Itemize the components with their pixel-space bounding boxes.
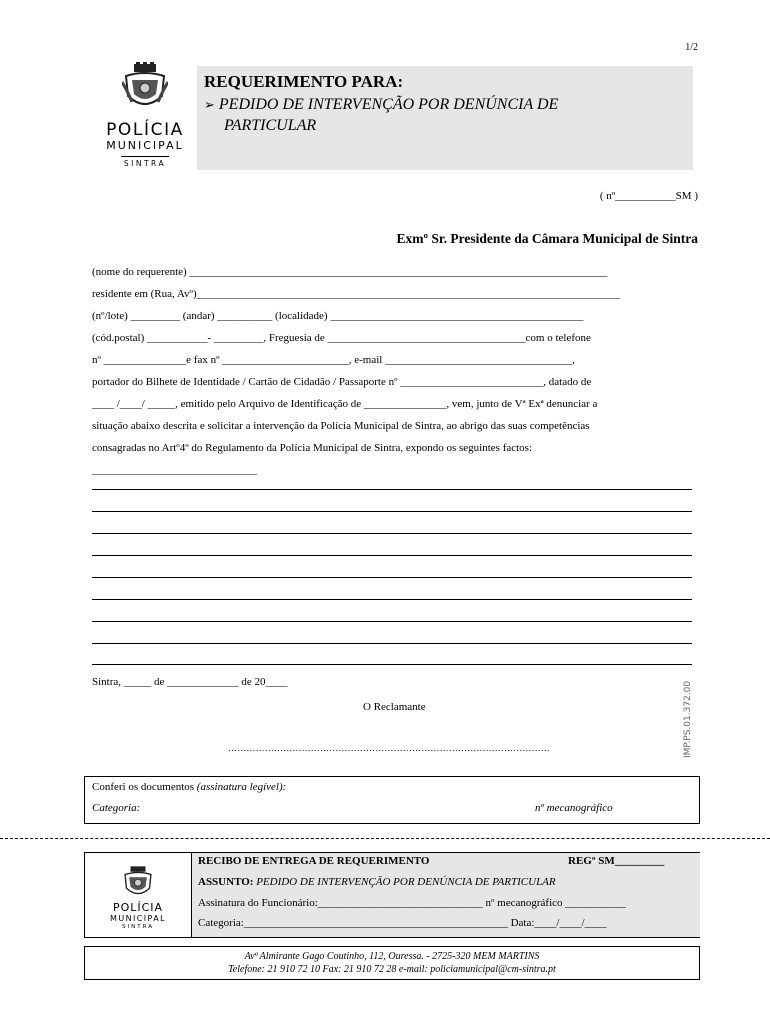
- form-line-contacts[interactable]: nº _______________e fax nº _______________________, e-mail __________________________________,: [92, 354, 575, 366]
- facts-line[interactable]: [92, 643, 692, 644]
- form-line-facts-blank[interactable]: ______________________________: [92, 464, 257, 476]
- receipt-title: RECIBO DE ENTREGA DE REQUERIMENTO: [198, 855, 430, 867]
- facts-line[interactable]: [92, 555, 692, 556]
- document-code-vertical: [672, 680, 702, 760]
- facts-line[interactable]: [92, 664, 692, 665]
- logo-text-sintra: SINTRA: [121, 156, 169, 168]
- form-title: REQUERIMENTO PARA:: [204, 72, 404, 91]
- form-line-id-date[interactable]: ____ /____/ _____, emitido pelo Arquivo de Identificação de _______________, vem, junto de Vª Exª denunciar a: [92, 398, 598, 410]
- policia-municipal-logo: [90, 62, 200, 169]
- date-line[interactable]: Sintra, _____ de _____________ de 20____: [92, 676, 288, 688]
- receipt-category-date-line[interactable]: Categoria:________________________________________________ Data:____/____/____: [198, 917, 607, 929]
- subtitle-line-1: PEDIDO DE INTERVENÇÃO POR DENÚNCIA DE: [218, 96, 559, 113]
- receipt-box: [84, 852, 700, 938]
- facts-line[interactable]: [92, 489, 692, 490]
- confirmation-docs-note: (assinatura legível):: [196, 781, 287, 793]
- form-line-address[interactable]: residente em (Rua, Avº)_____________________________________________________________________________: [92, 288, 621, 300]
- form-subtitle: [204, 94, 558, 136]
- logo-text-policia: POLÍCIA: [106, 120, 184, 140]
- footer-contacts: [84, 946, 700, 980]
- facts-line[interactable]: [92, 533, 692, 534]
- form-line-id[interactable]: portador do Bilhete de Identidade / Cartão de Cidadão / Passaporte nº __________________________, datado de: [92, 376, 592, 388]
- confirmation-category[interactable]: Categoria:: [92, 802, 141, 814]
- facts-line[interactable]: [92, 599, 692, 600]
- receipt-logo-policia: POLÍCIA: [112, 901, 164, 914]
- signature-line[interactable]: ……………………………………………………………………………………………: [228, 743, 550, 753]
- applicant-details-form: [92, 264, 698, 484]
- receipt-content: [191, 853, 700, 937]
- footer-phone-fax-email: Telefone: 21 910 72 10 Fax: 21 910 72 28 e-mail: policiamunicipal@cm-sintra.pt: [228, 964, 556, 975]
- cut-line-divider: [0, 838, 770, 839]
- title-box: [197, 66, 693, 170]
- facts-line[interactable]: [92, 621, 692, 622]
- receipt-subject: [198, 876, 556, 888]
- receipt-signature-line[interactable]: Assinatura do Funcionário:______________________________ nº mecanográfico ___________: [198, 897, 626, 909]
- receipt-logo-municipal: MUNICIPAL: [110, 914, 166, 923]
- receipt-logo-sintra: SINTRA: [122, 924, 154, 930]
- signature-label: O Reclamante: [363, 701, 426, 713]
- coat-of-arms-icon: [122, 62, 168, 112]
- form-line-name[interactable]: (nome do requerente) ____________________________________________________________________________: [92, 266, 608, 278]
- facts-line[interactable]: [92, 511, 692, 512]
- bullet-arrow-icon: ➢: [204, 97, 215, 112]
- confirmation-docs-label: Conferi os documentos: [92, 781, 195, 793]
- form-line-postal[interactable]: (cód.postal) ___________- _________, Freguesia de ____________________________________com o telefone: [92, 332, 591, 344]
- subtitle-line-2: PARTICULAR: [224, 117, 317, 134]
- reference-number-field[interactable]: ( nº___________SM ): [599, 190, 698, 202]
- page-number: 1/2: [685, 42, 698, 53]
- facts-line[interactable]: [92, 577, 692, 578]
- coat-of-arms-icon: [122, 865, 154, 899]
- logo-text-municipal: MUNICIPAL: [106, 139, 184, 152]
- confirmation-docs: [92, 781, 286, 793]
- form-line-facts: consagradas no Artº4º do Regulamento da Polícia Municipal de Sintra, expondo os seguintes factos:: [92, 442, 533, 454]
- confirmation-mech-number[interactable]: nº mecanográfico: [535, 802, 613, 814]
- receipt-logo: [85, 853, 191, 937]
- addressee: Exmº Sr. Presidente da Câmara Municipal de Sintra: [396, 231, 698, 246]
- form-line-lot[interactable]: (nº/lote) _________ (andar) __________ (localidade) ______________________________________________: [92, 310, 584, 322]
- confirmation-box: [84, 776, 700, 824]
- document-code-text: IMP.PS.01.372.00: [683, 680, 693, 758]
- receipt-subject-text: PEDIDO DE INTERVENÇÃO POR DENÚNCIA DE PARTICULAR: [256, 876, 556, 888]
- footer-address: Avª Almirante Gago Coutinho, 112, Ouressa. - 2725-320 MEM MARTINS: [244, 951, 540, 962]
- form-line-statement: situação abaixo descrita e solicitar a intervenção da Polícia Municipal de Sintra, ao abrigo das suas competências: [92, 420, 590, 432]
- receipt-reg-number[interactable]: REGº SM_________: [568, 855, 665, 867]
- receipt-subject-label: ASSUNTO:: [198, 876, 254, 888]
